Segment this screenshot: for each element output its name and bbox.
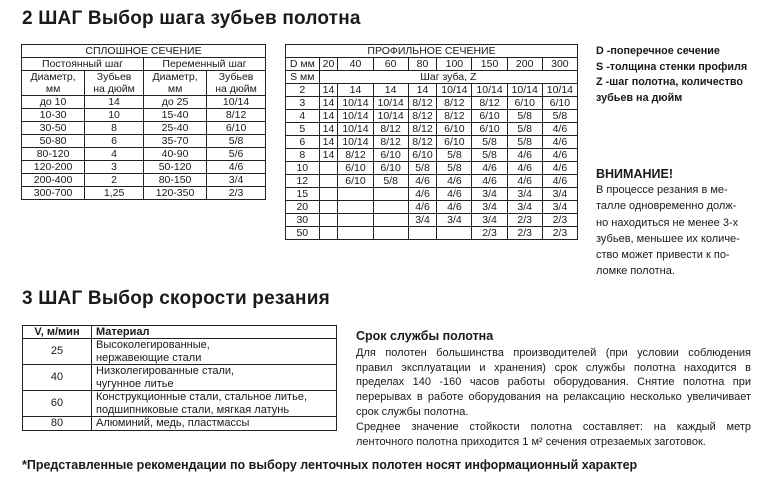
table-row (22, 109, 266, 122)
solid-cell: 25-40 (143, 122, 206, 135)
material-line: Конструкционные стали, стальное литье, (96, 391, 307, 403)
table-row (23, 391, 337, 417)
solid-cell: 80-150 (143, 174, 206, 187)
solid-col-header: Зубьев на дюйм (85, 71, 144, 96)
profile-d-value: 150 (472, 58, 507, 71)
material-line: Низколегированные стали, (96, 365, 235, 377)
solid-cell: 35-70 (143, 135, 206, 148)
profile-cell: 5/8 (507, 110, 542, 123)
solid-cell: 120-200 (22, 161, 85, 174)
profile-cell (319, 201, 338, 214)
solid-col-header: Зубьев на дюйм (207, 71, 266, 96)
warning-line: но находиться не менее 3-х (596, 216, 739, 229)
profile-cell: 10/14 (338, 110, 373, 123)
warning-title: ВНИМАНИЕ! (596, 167, 673, 181)
profile-cell: 3/4 (472, 214, 507, 227)
solid-cell: 4 (85, 148, 144, 161)
profile-cell: 15 (286, 188, 320, 201)
z-label: Шаг зуба, Z (319, 71, 577, 84)
profile-cell: 3/4 (542, 201, 577, 214)
profile-cell (319, 162, 338, 175)
material-line: чугунное литье (96, 377, 174, 390)
profile-cell (319, 214, 338, 227)
legend (596, 44, 747, 106)
profile-cell: 5/8 (437, 162, 472, 175)
speed-table (22, 325, 337, 431)
solid-cell: 300-700 (22, 187, 85, 200)
service-life-title: Срок службы полотна (356, 329, 494, 343)
material-cell (92, 365, 337, 391)
profile-cell (319, 175, 338, 188)
profile-cell: 14 (408, 84, 437, 97)
profile-cell: 30 (286, 214, 320, 227)
service-life-paragraph-2: Среднее значение стойкости полотна составляет: на каждый метр ленточного полотна приходится 1 м² сечения отрезаемых заготовок. (356, 420, 751, 448)
profile-cell: 6/10 (373, 149, 408, 162)
step2-title: 2 ШАГ Выбор шага зубьев полотна (22, 8, 361, 29)
table-row (22, 148, 266, 161)
profile-cell: 8/12 (373, 123, 408, 136)
profile-cell: 3/4 (507, 188, 542, 201)
profile-cell: 5/8 (507, 123, 542, 136)
speed-value: 60 (23, 391, 92, 417)
profile-cell: 14 (373, 84, 408, 97)
table-row (22, 96, 266, 109)
profile-cell: 2/3 (472, 227, 507, 240)
profile-cell: 8 (286, 149, 320, 162)
solid-cell: 40-90 (143, 148, 206, 161)
profile-cell: 4/6 (542, 175, 577, 188)
profile-cell: 5/8 (408, 162, 437, 175)
profile-cell: 14 (319, 136, 338, 149)
profile-cell: 4 (286, 110, 320, 123)
profile-cell: 12 (286, 175, 320, 188)
step3-title: 3 ШАГ Выбор скорости резания (22, 288, 330, 309)
profile-cell: 6/10 (338, 175, 373, 188)
profile-cell: 50 (286, 227, 320, 240)
solid-cell: 8/12 (207, 109, 266, 122)
profile-cell: 4/6 (472, 175, 507, 188)
profile-d-value: 20 (319, 58, 338, 71)
profile-cell: 8/12 (437, 110, 472, 123)
table-row (286, 84, 578, 97)
solid-cell: 120-350 (143, 187, 206, 200)
profile-cell: 14 (338, 84, 373, 97)
profile-cell: 3/4 (437, 214, 472, 227)
profile-cell (408, 227, 437, 240)
profile-d-value: 200 (507, 58, 542, 71)
profile-cell: 14 (319, 123, 338, 136)
profile-cell: 6/10 (472, 123, 507, 136)
profile-cell: 6/10 (373, 162, 408, 175)
table-row (22, 187, 266, 200)
profile-cell: 5/8 (507, 136, 542, 149)
profile-d-value: 60 (373, 58, 408, 71)
speed-value: 25 (23, 339, 92, 365)
profile-cell (338, 227, 373, 240)
profile-cell: 8/12 (408, 110, 437, 123)
table-row (23, 339, 337, 365)
profile-cell: 4/6 (542, 162, 577, 175)
profile-cell (338, 214, 373, 227)
profile-cell: 10/14 (437, 84, 472, 97)
table-row (286, 175, 578, 188)
solid-cell: 8 (85, 122, 144, 135)
material-line: нержавеющие стали (96, 351, 202, 364)
profile-cell: 6/10 (408, 149, 437, 162)
speed-value: 40 (23, 365, 92, 391)
profile-cell: 4/6 (542, 149, 577, 162)
profile-cell: 4/6 (507, 162, 542, 175)
profile-cell: 3/4 (507, 201, 542, 214)
profile-cell: 2/3 (542, 227, 577, 240)
solid-cell: 2 (85, 174, 144, 187)
solid-cell: 6/10 (207, 122, 266, 135)
profile-cell: 10/14 (472, 84, 507, 97)
solid-cell: 10 (85, 109, 144, 122)
profile-cell (437, 227, 472, 240)
table-row (286, 201, 578, 214)
profile-cell: 2 (286, 84, 320, 97)
profile-cell: 3/4 (408, 214, 437, 227)
profile-cell: 20 (286, 201, 320, 214)
table-row (286, 227, 578, 240)
table-row (286, 214, 578, 227)
profile-cell: 6 (286, 136, 320, 149)
solid-cell: 50-120 (143, 161, 206, 174)
profile-cell: 14 (319, 84, 338, 97)
profile-cell: 10/14 (338, 123, 373, 136)
speed-value: 80 (23, 417, 92, 431)
solid-cell: до 10 (22, 96, 85, 109)
profile-cell (373, 214, 408, 227)
profile-cell: 6/10 (437, 136, 472, 149)
solid-cell: 15-40 (143, 109, 206, 122)
table-row (22, 122, 266, 135)
table-row (23, 365, 337, 391)
profile-cell: 10 (286, 162, 320, 175)
solid-cell: 4/6 (207, 161, 266, 174)
profile-cell: 4/6 (507, 149, 542, 162)
profile-cell: 10/14 (373, 97, 408, 110)
service-life-paragraph-1: Для полотен большинства производителей (при условии соблюдения правил эксплуатации и хранения) срок службы полотна находится в пределах 140 -160 часов работы оборудования. Снятие полотна при перерывах в работе оборудования на релаксацию несколько увеличивает срок службы полотна. (356, 346, 751, 418)
profile-cell: 6/10 (472, 110, 507, 123)
material-line: Высоколегированные, (96, 339, 210, 351)
d-label: D мм (286, 58, 320, 71)
profile-cell: 4/6 (408, 201, 437, 214)
solid-cell: 200-400 (22, 174, 85, 187)
profile-cell: 6/10 (542, 97, 577, 110)
profile-cell: 8/12 (338, 149, 373, 162)
profile-cell: 8/12 (408, 123, 437, 136)
profile-cell: 4/6 (437, 175, 472, 188)
solid-cell: 10-30 (22, 109, 85, 122)
profile-cell: 4/6 (408, 175, 437, 188)
profile-cell: 5/8 (437, 149, 472, 162)
profile-cell: 10/14 (338, 136, 373, 149)
warning-line: зубьев, меньшее их количе- (596, 232, 740, 245)
profile-cell (373, 188, 408, 201)
legend-z-cont: зубьев на дюйм (596, 91, 683, 104)
profile-cell: 8/12 (373, 136, 408, 149)
table-row (23, 417, 337, 431)
profile-cell: 2/3 (542, 214, 577, 227)
profile-cell: 10/14 (338, 97, 373, 110)
profile-section-table (285, 44, 578, 240)
profile-cell (338, 188, 373, 201)
profile-cell: 4/6 (542, 136, 577, 149)
profile-d-value: 300 (542, 58, 577, 71)
profile-cell: 6/10 (338, 162, 373, 175)
solid-cell: 14 (85, 96, 144, 109)
profile-cell (373, 201, 408, 214)
profile-cell: 10/14 (373, 110, 408, 123)
profile-cell: 2/3 (507, 227, 542, 240)
table-row (286, 123, 578, 136)
table-row (22, 161, 266, 174)
profile-cell: 2/3 (507, 214, 542, 227)
profile-cell (338, 201, 373, 214)
profile-cell: 5 (286, 123, 320, 136)
solid-cell: 80-120 (22, 148, 85, 161)
solid-cell: 6 (85, 135, 144, 148)
footer-note: *Представленные рекомендации по выбору ленточных полотен носят информационный характер (22, 458, 638, 472)
table-row (286, 149, 578, 162)
profile-cell: 8/12 (437, 97, 472, 110)
solid-cell: 3 (85, 161, 144, 174)
solid-caption: СПЛОШНОЕ СЕЧЕНИЕ (22, 45, 266, 58)
profile-cell: 3/4 (542, 188, 577, 201)
legend-s: S -толщина стенки профиля (596, 60, 748, 73)
profile-cell: 6/10 (507, 97, 542, 110)
warning-block (596, 166, 756, 279)
profile-cell (319, 188, 338, 201)
warning-line: талле одновременно долж- (596, 200, 737, 213)
material-col-header: Материал (92, 326, 337, 339)
table-row (286, 97, 578, 110)
profile-cell: 5/8 (472, 136, 507, 149)
solid-cell: 50-80 (22, 135, 85, 148)
profile-cell: 3/4 (472, 201, 507, 214)
service-life (356, 329, 751, 449)
profile-caption: ПРОФИЛЬНОЕ СЕЧЕНИЕ (286, 45, 578, 58)
warning-line: ство может привести к по- (596, 249, 730, 262)
warning-line: ломке полотна. (596, 265, 675, 278)
profile-cell: 3/4 (472, 188, 507, 201)
constant-pitch-header: Постоянный шаг (22, 58, 144, 71)
legend-z: Z -шаг полотна, количество (596, 76, 743, 88)
profile-cell: 4/6 (437, 201, 472, 214)
profile-cell: 8/12 (472, 97, 507, 110)
material-cell (92, 339, 337, 365)
solid-cell: 5/6 (207, 148, 266, 161)
table-row (22, 135, 266, 148)
table-row (286, 162, 578, 175)
profile-cell: 4/6 (507, 175, 542, 188)
profile-cell (319, 227, 338, 240)
speed-col-header: V, м/мин (23, 326, 92, 339)
solid-col-header: Диаметр, мм (22, 71, 85, 96)
profile-cell: 3 (286, 97, 320, 110)
material-line: подшипниковые стали, мягкая латунь (96, 403, 290, 416)
warning-line: В процессе резания в ме- (596, 184, 728, 197)
profile-cell: 5/8 (472, 149, 507, 162)
profile-cell: 10/14 (542, 84, 577, 97)
profile-cell: 4/6 (408, 188, 437, 201)
profile-cell: 4/6 (472, 162, 507, 175)
material-line: Алюминий, медь, пластмассы (96, 417, 250, 429)
solid-cell: 2/3 (207, 187, 266, 200)
profile-cell: 4/6 (542, 123, 577, 136)
profile-cell: 14 (319, 149, 338, 162)
solid-cell: до 25 (143, 96, 206, 109)
solid-cell: 3/4 (207, 174, 266, 187)
table-row (286, 110, 578, 123)
variable-pitch-header: Переменный шаг (143, 58, 265, 71)
solid-cell: 10/14 (207, 96, 266, 109)
material-cell (92, 391, 337, 417)
table-row (286, 136, 578, 149)
profile-cell (373, 227, 408, 240)
table-row (286, 188, 578, 201)
profile-cell: 6/10 (437, 123, 472, 136)
profile-cell: 14 (319, 110, 338, 123)
material-cell (92, 417, 337, 431)
profile-d-value: 80 (408, 58, 437, 71)
solid-section-table (21, 44, 266, 200)
profile-d-value: 100 (437, 58, 472, 71)
profile-cell: 8/12 (408, 97, 437, 110)
profile-cell: 14 (319, 97, 338, 110)
table-row (22, 174, 266, 187)
profile-cell: 8/12 (408, 136, 437, 149)
profile-cell: 5/8 (542, 110, 577, 123)
legend-d: D -поперечное сечение (596, 45, 720, 57)
profile-cell: 5/8 (373, 175, 408, 188)
solid-cell: 1,25 (85, 187, 144, 200)
profile-cell: 4/6 (437, 188, 472, 201)
profile-cell: 10/14 (507, 84, 542, 97)
solid-cell: 5/8 (207, 135, 266, 148)
solid-cell: 30-50 (22, 122, 85, 135)
solid-col-header: Диаметр, мм (143, 71, 206, 96)
s-label: S мм (286, 71, 320, 84)
profile-d-value: 40 (338, 58, 373, 71)
